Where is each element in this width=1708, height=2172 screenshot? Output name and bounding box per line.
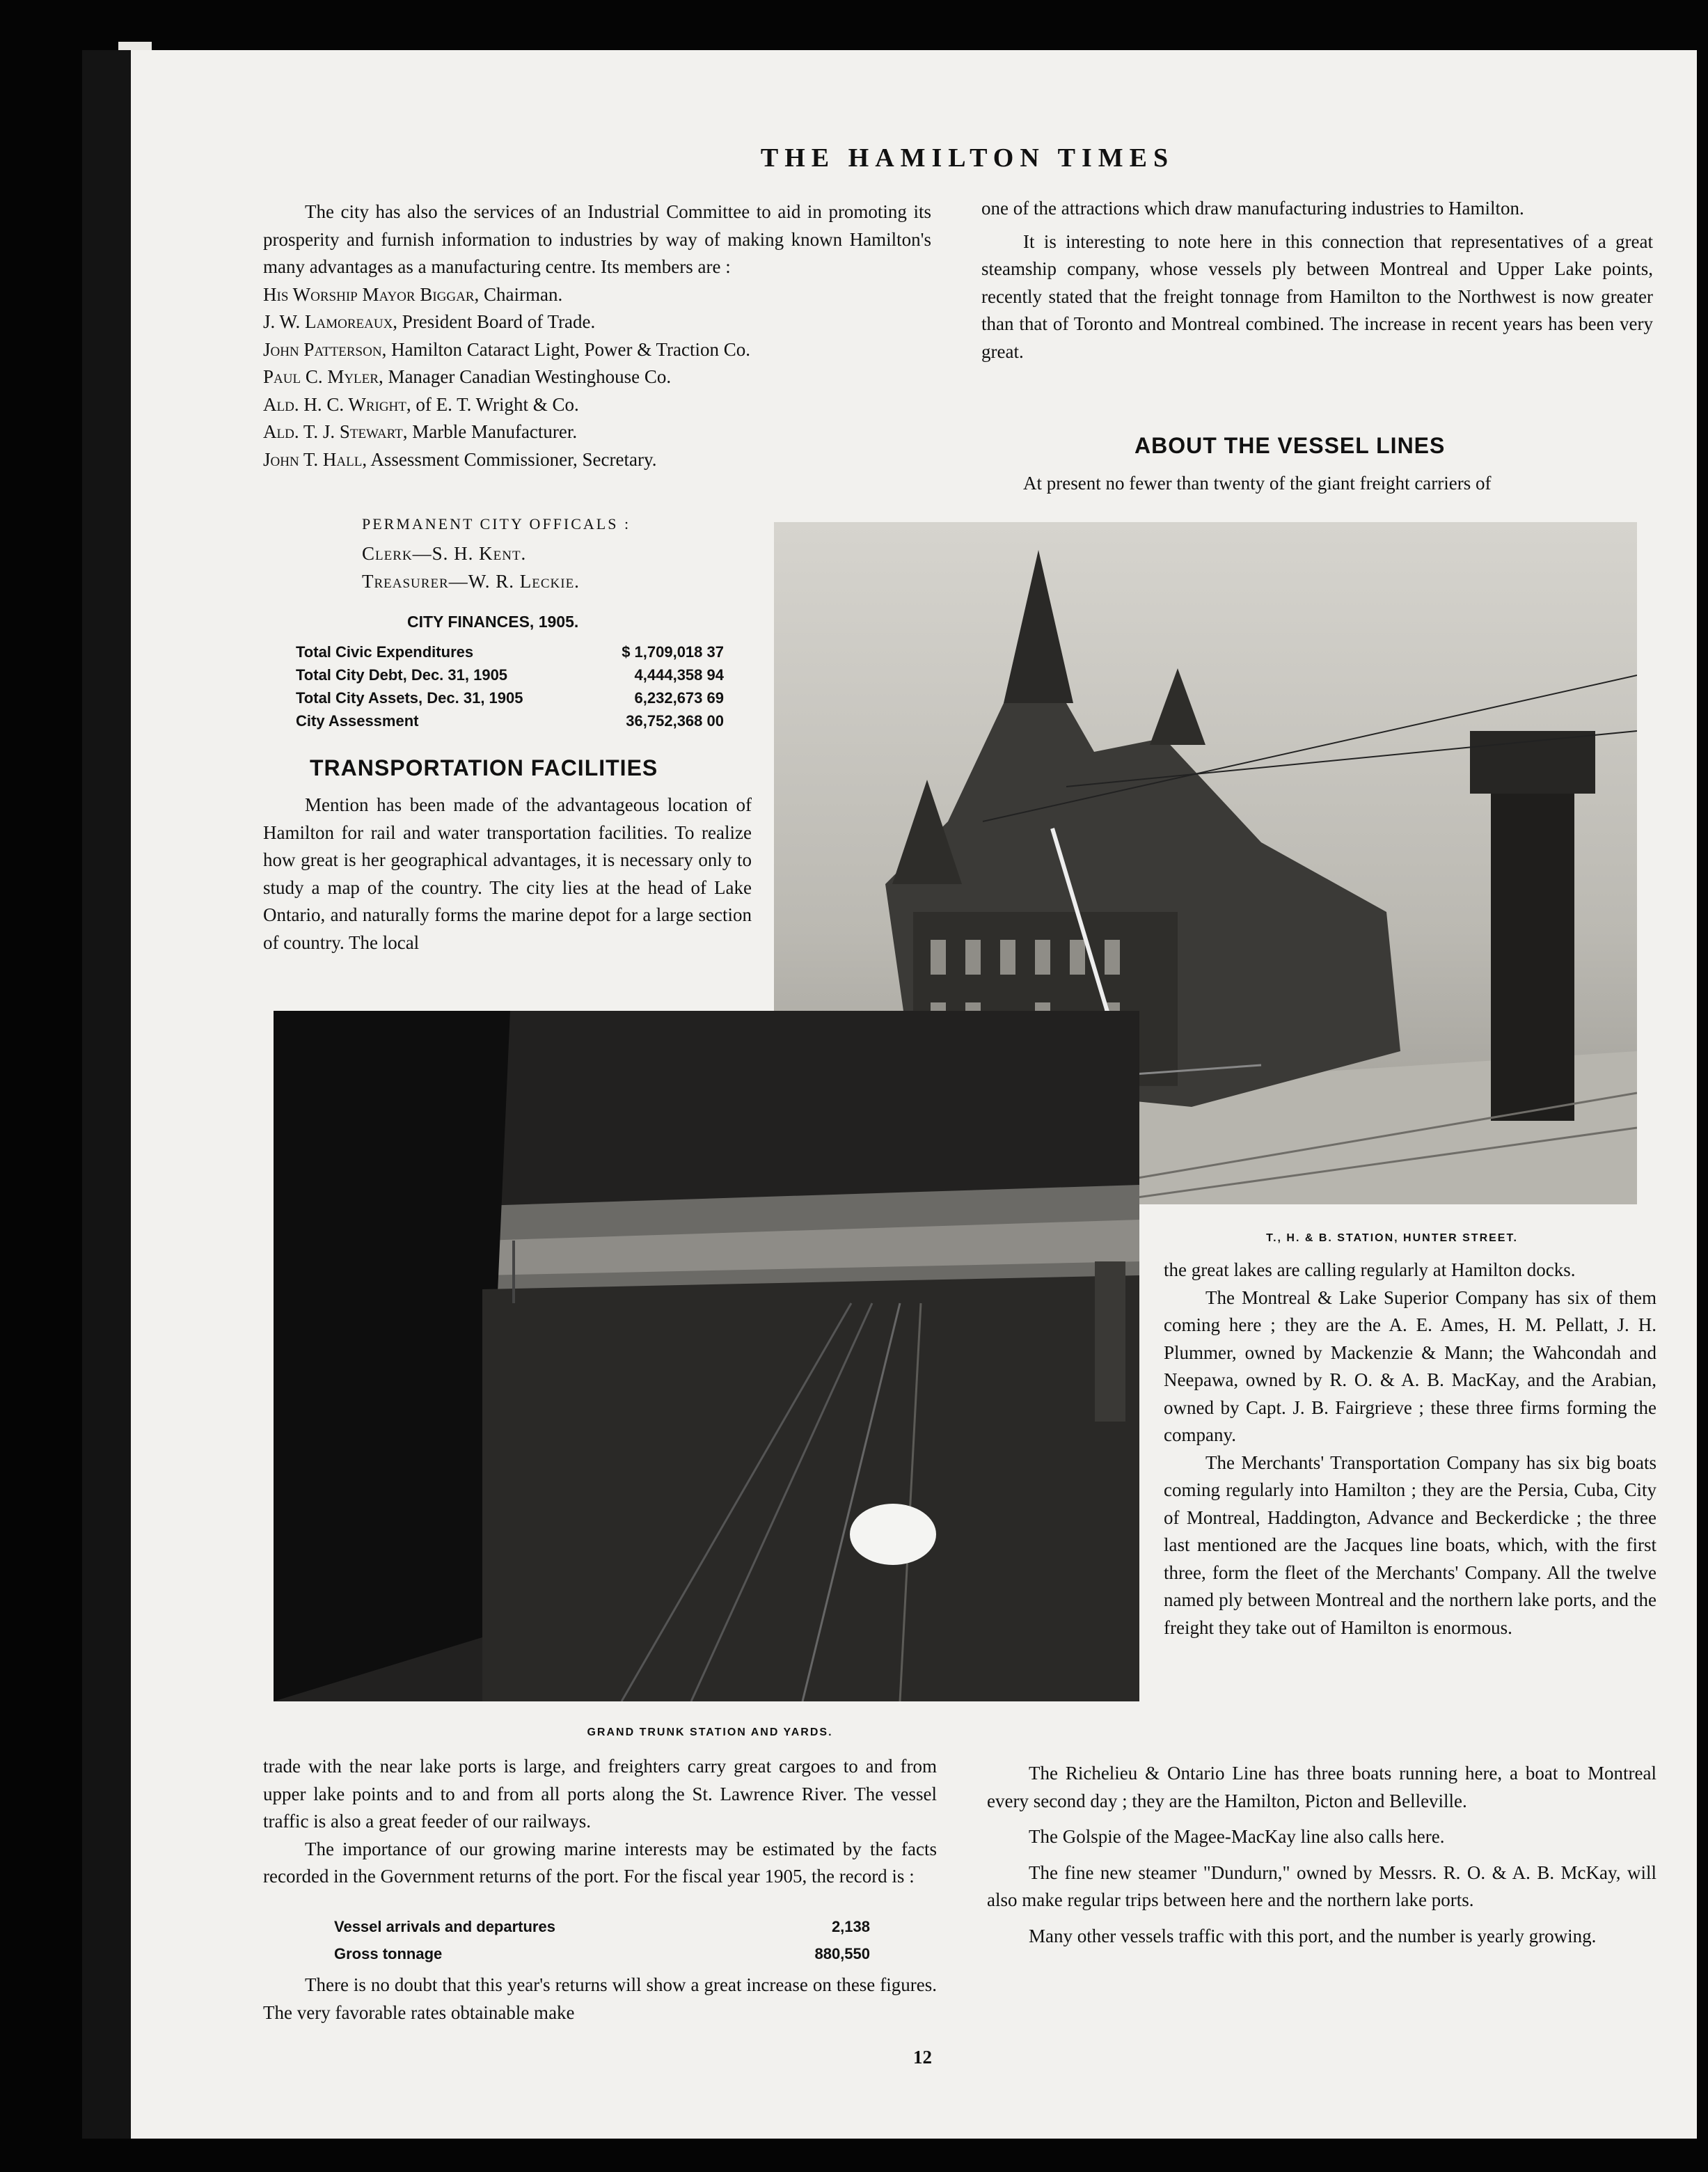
masthead: THE HAMILTON TIMES [760,143,1175,173]
member-role: , President Board of Trade. [393,311,596,332]
committee-section [263,198,931,473]
port-statistics [334,1918,870,1972]
table-row [296,686,724,709]
stat-label: Vessel arrivals and departures [334,1918,555,1935]
finance-label: Total City Assets, Dec. 31, 1905 [296,688,523,707]
member-name: His Worship Mayor Biggar [263,283,475,305]
transportation-para: trade with the near lake ports is large, and freighters carry great cargoes to and from upper lake points and to and from all ports along the St. Lawrence River. The vessel traffic is also a great feeder of our railways. [263,1756,937,1832]
stat-label: Gross tonnage [334,1945,443,1962]
stat-value: 880,550 [814,1945,870,1962]
table-row [296,709,724,732]
right-para: It is interesting to note here in this connection that representatives of a great steamship company, whose vessels ply between Montreal and Upper Lake points, recently stated that the freight tonnage from Hamilton to the Northwest is now greater than that of Toronto and Montreal combined. The increase in recent years has been very great. [981,230,1653,362]
committee-member [263,363,931,391]
stat-value: 2,138 [831,1918,870,1935]
vessel-lines-bottom [987,1760,1656,1950]
member-name: Paul C. Myler [263,366,379,387]
member-role: , Manager Canadian Westinghouse Co. [378,366,672,387]
stat-row [334,1918,870,1945]
transportation-text-continued [263,1753,937,1891]
member-name: J. W. Lamoreaux [263,311,393,332]
table-row [296,663,724,686]
transportation-heading: TRANSPORTATION FACILITIES [310,755,658,780]
vessel-lines-column [1164,1257,1656,1642]
officials-heading: PERMANENT CITY OFFICALS : [362,515,631,533]
committee-member [263,308,931,336]
vessel-para: The Golspie of the Magee-MacKay line also calls here. [1029,1826,1445,1847]
finance-label: City Assessment [296,711,419,730]
right-column-top [981,195,1653,365]
member-role: , of E. T. Wright & Co. [406,393,579,415]
finance-value: $ 1,709,018 37 [622,643,724,661]
vessel-para: the great lakes are calling regularly at Hamilton docks. [1164,1259,1576,1280]
table-row [296,640,724,663]
member-name: Ald. T. J. Stewart [263,421,403,442]
vessel-para: The fine new steamer "Dundurn," owned by Messrs. R. O. & A. B. McKay, will also make regular trips between here and the northern lake ports. [987,1862,1656,1910]
vessel-lines-intro [981,470,1653,498]
vessel-para: The Montreal & Lake Superior Company has six of them coming here ; they are the A. E. Ames, H. M. Pellatt, J. H. Plummer, owned by Mackenzie & Mann; the Wahcondah and Neepawa, owned by R. O. & A. B. MacKay, and the Arabian, owned by Capt. J. B. Fairgrieve ; these three firms forming the company. [1164,1286,1656,1445]
transportation-text-end [263,1972,937,2027]
finance-value: 4,444,358 94 [634,666,724,684]
member-role: , Marble Manufacturer. [402,421,578,442]
vessel-para: The Merchants' Transportation Company has six big boats coming regularly into Hamilton ; they are the Persia, Cuba, City of Montreal, Haddington, Advance and Beckerdicke ; the three last mentioned are the Jacques line boats, which, with the first three, form the fleet of the Merchants' Company. All the twelve named ply between Montreal and the northern lake ports, and the freight they take out of Hamilton is enormous. [1164,1451,1656,1638]
right-para: one of the attractions which draw manufacturing industries to Hamilton. [981,198,1524,219]
transportation-para: There is no doubt that this year's returns will show a great increase on these figures. The very favorable rates obtainable make [263,1974,937,2023]
finance-label: Total City Debt, Dec. 31, 1905 [296,666,508,684]
vessel-para: The Richelieu & Ontario Line has three boats running here, a boat to Montreal every second day ; they are the Hamilton, Picton and Belleville. [987,1763,1656,1811]
committee-member [263,281,931,309]
member-role: , Hamilton Cataract Light, Power & Traction Co. [381,338,751,360]
yards-photo-caption: GRAND TRUNK STATION AND YARDS. [587,1726,833,1738]
committee-member [263,418,931,446]
finance-value: 36,752,368 00 [626,711,724,730]
transportation-para: Mention has been made of the advantageous location of Hamilton for rail and water transportation facilities. To realize how great is her geographical advantages, it is necessary only to study a map of the country. The city lies at the head of Lake Ontario, and naturally forms the marine depot for a large section of country. The local [263,794,752,953]
transportation-para: The importance of our growing marine interests may be estimated by the facts recorded in the Government returns of the port. For the fiscal year 1905, the record is : [263,1838,937,1887]
committee-member [263,446,931,474]
transportation-text [263,792,752,957]
yards-photo [274,1011,1139,1701]
member-name: Ald. H. C. Wright [263,393,406,415]
member-name: John Patterson [263,338,382,360]
member-role: , Assessment Commissioner, Secretary. [362,448,657,470]
official-treasurer: Treasurer—W. R. Leckie. [362,571,580,592]
vessel-para: Many other vessels traffic with this port, and the number is yearly growing. [1029,1925,1597,1946]
finance-value: 6,232,673 69 [634,688,724,707]
committee-member [263,391,931,419]
yards-photo-drawing [274,1011,1139,1701]
committee-member [263,336,931,364]
finances-heading: CITY FINANCES, 1905. [407,613,579,631]
committee-intro: The city has also the services of an Industrial Committee to aid in promoting its prosperity and furnish information to industries by way of making known Hamilton's many advantages as a manufacturing centre. Its members are : [263,201,931,277]
finances-table [296,640,724,732]
official-clerk: Clerk—S. H. Kent. [362,543,527,564]
finance-label: Total Civic Expenditures [296,643,474,661]
vessel-para: At present no fewer than twenty of the giant freight carriers of [1023,473,1492,494]
station-photo-caption: T., H. & B. STATION, HUNTER STREET. [1266,1232,1518,1244]
stat-row [334,1945,870,1972]
page-number: 12 [913,2047,932,2068]
member-role: , Chairman. [474,283,563,305]
member-name: John T. Hall [263,448,363,470]
vessel-lines-heading: ABOUT THE VESSEL LINES [1134,433,1446,458]
